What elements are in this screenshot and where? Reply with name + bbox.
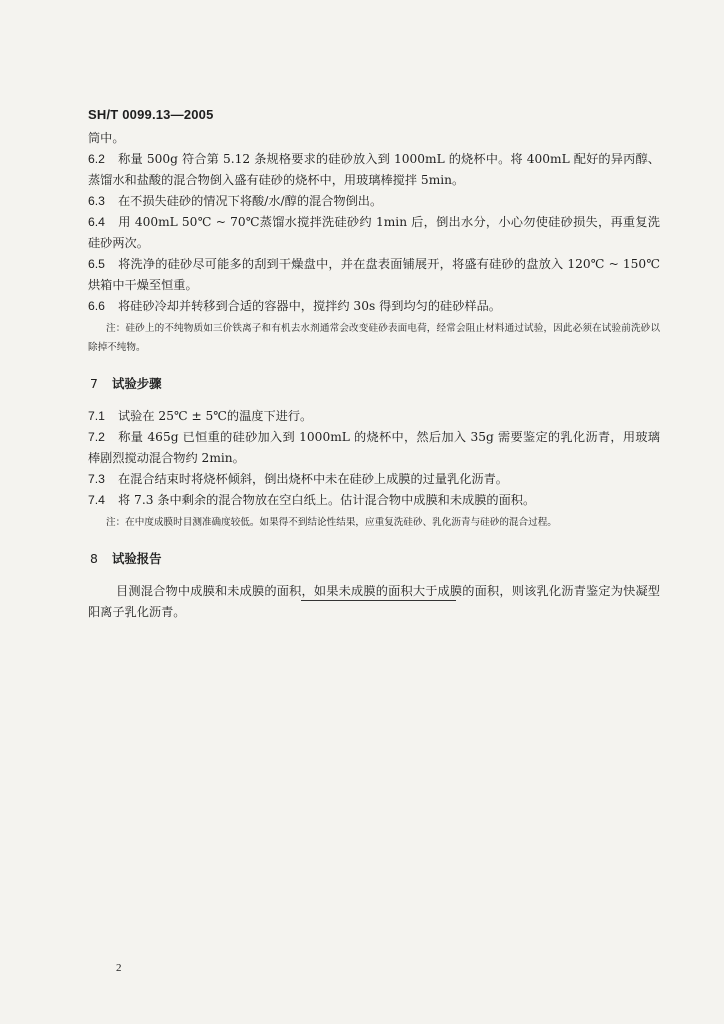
continued-text: 筒中。 (88, 131, 125, 145)
clause-text: 用 400mL 50℃ ~ 70℃蒸馏水搅拌洗硅砂约 1min 后，倒出水分，小心勿使硅砂损失，再重复洗硅砂两次。 (88, 215, 660, 250)
clause-text: 称量 500g 符合第 5.12 条规格要求的硅砂放入到 1000mL 的烧杯中。将 400mL 配好的异丙醇、蒸馏水和盐酸的混合物倒入盛有硅砂的烧杯中，用玻璃棒搅拌 5min。 (88, 152, 660, 187)
clause-number: 7.4 (88, 493, 105, 507)
clause-6-4 (88, 212, 660, 254)
clause-6-3 (88, 191, 660, 212)
clause-number: 7.1 (88, 409, 105, 423)
section7-note: 注：在中度成膜时目测准确度较低。如果得不到结论性结果，应重复洗硅砂、乳化沥青与硅砂的混合过程。 (106, 517, 557, 528)
clause-text: 将洗净的硅砂尽可能多的刮到干燥盘中，并在盘表面铺展开，将盛有硅砂的盘放入 120℃ ~ 150℃烘箱中干燥至恒重。 (88, 257, 660, 292)
clause-text: 在不损失硅砂的情况下将酸/水/醇的混合物倒出。 (118, 194, 383, 208)
clause-7-2 (88, 427, 660, 469)
clause-text: 将硅砂冷却并转移到合适的容器中，搅拌约 30s 得到均匀的硅砂样品。 (118, 299, 501, 313)
clause-text: 称量 465g 已恒重的硅砂加入到 1000mL 的烧杯中，然后加入 35g 需要鉴定的乳化沥青，用玻璃棒剧烈搅动混合物约 2min。 (88, 430, 660, 465)
clause-number: 7.3 (88, 472, 105, 486)
clause-text: 试验在 25℃ ± 5℃的温度下进行。 (118, 409, 313, 423)
clause-number: 6.4 (88, 215, 105, 229)
section-7-heading (90, 373, 660, 394)
clause-number: 6.5 (88, 257, 105, 271)
clause-6-6 (88, 296, 660, 317)
clause-number: 6.6 (88, 299, 105, 313)
document-body (88, 128, 660, 623)
clause-6-2 (88, 149, 660, 191)
end-rule-divider (301, 600, 456, 601)
clause-7-3 (88, 469, 660, 490)
section-title: 试验步骤 (112, 376, 162, 391)
section-8-heading (90, 548, 660, 569)
clause-number: 6.3 (88, 194, 105, 208)
clause-text: 在混合结束时将烧杯倾斜，倒出烧杯中未在硅砂上成膜的过量乳化沥青。 (118, 472, 508, 486)
clause-number: 6.2 (88, 152, 105, 166)
clause-number: 7.2 (88, 430, 105, 444)
document-id-header: SH/T 0099.13—2005 (88, 107, 214, 122)
clause-7-1 (88, 406, 660, 427)
clause-7-4 (88, 490, 660, 511)
section-number: 8 (90, 551, 98, 566)
section6-note: 注：硅砂上的不纯物质如三价铁离子和有机去水剂通常会改变硅砂表面电荷，经常会阻止材料通过试验，因此必须在试验前洗砂以除掉不纯物。 (88, 323, 660, 353)
section-number: 7 (90, 376, 98, 391)
page-number: 2 (116, 962, 122, 974)
section-8-text: 目测混合物中成膜和未成膜的面积，如果未成膜的面积大于成膜的面积，则该乳化沥青鉴定为快凝型阳离子乳化沥青。 (88, 584, 660, 619)
clause-text: 将 7.3 条中剩余的混合物放在空白纸上。估计混合物中成膜和未成膜的面积。 (118, 493, 536, 507)
clause-6-5 (88, 254, 660, 296)
section-title: 试验报告 (112, 551, 162, 566)
